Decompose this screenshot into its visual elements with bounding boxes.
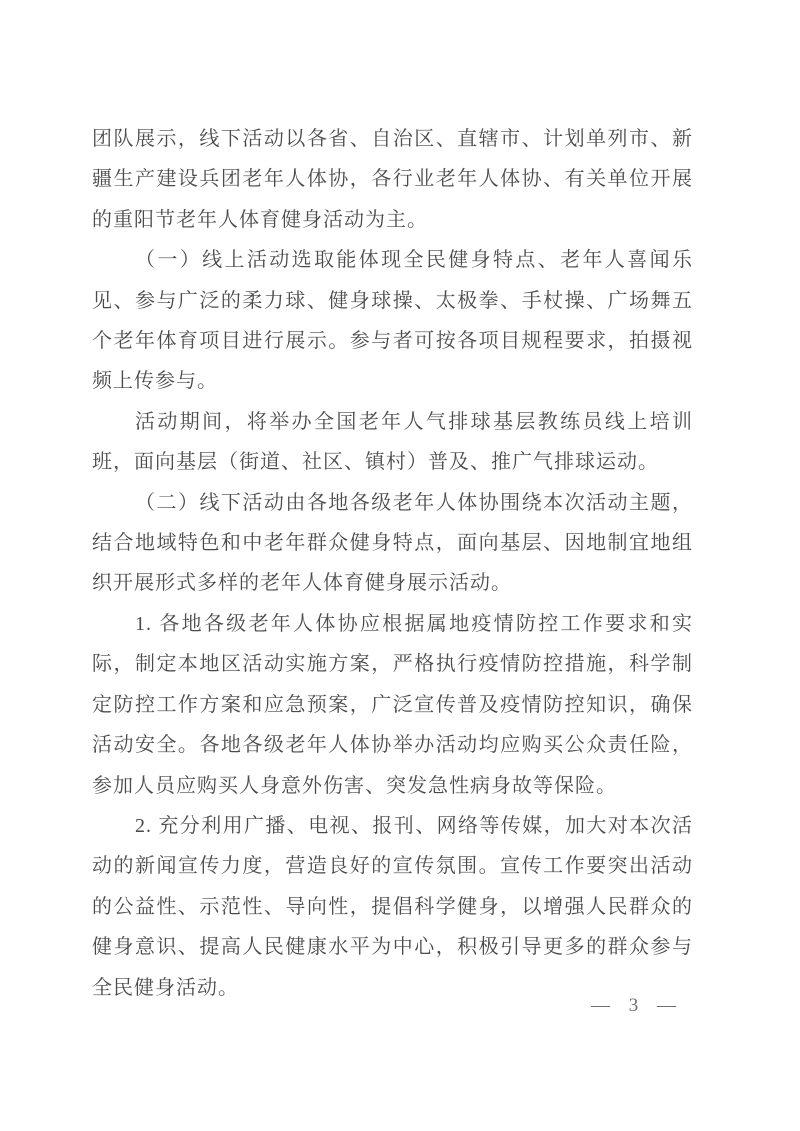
paragraph-item-2-offline-activities: （二）线下活动由各地各级老年人体协围绕本次活动主题，结合地域特色和中老年群众健身特点，面向基层、因地制宜地组织开展形式多样的老年人体育健身展示活动。 <box>92 491 693 595</box>
document-text-block <box>92 119 693 1008</box>
paragraph-item-1-online-activities: （一）线上活动选取能体现全民健身特点、老年人喜闻乐见、参与广泛的柔力球、健身球操、太极拳、手杖操、广场舞五个老年体育项目进行展示。参与者可按各项目规程要求，拍摄视频上传参与。 <box>92 249 693 393</box>
paragraph-training-class: 活动期间，将举办全国老年人气排球基层教练员线上培训班，面向基层（街道、社区、镇村）普及、推广气排球运动。 <box>92 410 693 474</box>
paragraph-point-2-publicity: 2. 充分利用广播、电视、报刊、网络等传媒，加大对本次活动的新闻宣传力度，营造良好的宣传氛围。宣传工作要突出活动的公益性、示范性、导向性，提倡科学健身，以增强人民群众的健身意识、提高人民健康水平为中心，积极引导更多的群众参与全民健身活动。 <box>92 814 693 999</box>
paragraph-point-1-epidemic-prevention: 1. 各地各级老年人体协应根据属地疫情防控工作要求和实际，制定本地区活动实施方案，严格执行疫情防控措施，科学制定防控工作方案和应急预案，广泛宣传普及疫情防控知识，确保活动安全。各地各级老年人体协举办活动均应购买公众责任险，参加人员应购买人身意外伤害、突发急性病身故等保险。 <box>92 612 693 797</box>
paragraph-continuation: 团队展示，线下活动以各省、自治区、直辖市、计划单列市、新疆生产建设兵团老年人体协，各行业老年人体协、有关单位开展的重阳节老年人体育健身活动为主。 <box>92 128 693 231</box>
page-number: — 3 — <box>591 995 678 1016</box>
